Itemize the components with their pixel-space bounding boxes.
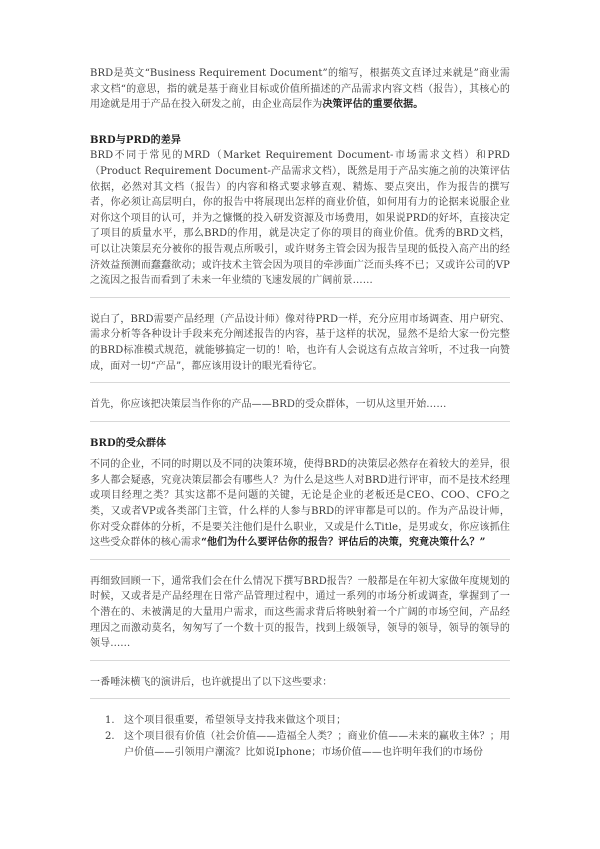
review-paragraph: 再细致回顾一下，通常我们会在什么情况下撰写BRD报告？一般都是在年初大家做年度规划的时候，又或者是产品经理在日常产品管理过程中，通过一系列的市场分析或调查，掌握到了一个潜在的、未被满足的大量用户需求，而这些需求背后将映射着一个广阔的市场空间，产品经理因之而激动莫名，匆匆写了一个数十页的报告，找到上级领导，领导的领导，领导的领导的领导……	[90, 575, 510, 650]
section-heading-audience: BRD的受众群体	[90, 437, 167, 449]
list-item: 2. 这个项目很有价值（社会价值——造福全人类？；商业价值——未来的赢收主体？；用户价值——引领用户潮流？比如说Iphone；市场价值——也许明年我们的市场份	[118, 729, 510, 760]
section-divider	[90, 382, 510, 383]
requests-list	[90, 713, 510, 760]
audience-text: 不同的企业，不同的时期以及不同的决策环境，使得BRD的决策层必然存在着较大的差异，很多人都会疑惑，究竟决策层都会有哪些人？为什么是这些人对BRD进行评审，而不是技术经理或项目经理之类？其实这都不是问题的关键，无论是企业的老板还是CEO、COO、CFO之类，又或者VP或各类部门主管，什么样的人参与BRD的评审都是可以的。作为产品设计师，你对受众群体的分析，不是要关注他们是什么职业，又或是什么Title，是男或女，你应该抓住这些受众群体的核心需求	[90, 459, 510, 549]
section-divider	[90, 660, 510, 661]
section-divider	[90, 297, 510, 298]
intro-text: BRD是英文“Business Requirement Document”的缩写，根据英文直译过来就是”商业需求文档“的意思，指的就是基于商业目标或价值所描述的产品需求内容文档（报告），其核心的用途就是用于产品在投入研发之前，由企业高层作为	[90, 68, 510, 111]
list-item: 1. 这个项目很重要，希望领导支持我来做这个项目；	[118, 713, 510, 729]
section-divider	[90, 559, 510, 560]
section-divider	[90, 421, 510, 422]
section-heading-brd-vs-prd: BRD与PRD的差异	[90, 134, 181, 146]
section-divider	[90, 698, 510, 699]
document-page	[90, 66, 510, 760]
intro-emphasis: 决策评估的重要依据。	[322, 99, 424, 111]
brd-vs-prd-paragraph: BRD不同于常见的MRD（Market Requirement Document-市场需求文档）和PRD（Product Requirement Document-产品需求文档），既然是用于产品实施之前的决策评估依据，必然对其文档（报告）的内容和格式要求够直观、精炼、要点突出，作为报告的撰写者，你必须让高层明白，你的报告中将展现出怎样的商业价值，如何用有力的论据来说服企业对你这个项目的认可，并为之慷慨的投入研发资源及市场费用，如果说PRD的好坏，直接决定了项目的质量水平，那么BRD的作用，就是决定了你的项目的商业价值。优秀的BRD文档，可以让决策层充分被你的报告观点所吸引，或许财务主管会因为报告呈现的低投入高产出的经济效益预测而蠢蠢欲动；或许技术主管会因为项目的牵涉面广泛而头疼不已；又或许公司的VP之流因之报告而看到了未来一年业绩的飞速发展的广阔前景……	[90, 150, 510, 287]
intro-paragraph	[90, 66, 510, 113]
first-step-paragraph: 首先，你应该把决策层当作你的产品——BRD的受众群体，一切从这里开始……	[90, 399, 447, 411]
audience-paragraph	[90, 457, 510, 551]
plain-talk-paragraph: 说白了，BRD需要产品经理（产品设计师）像对待PRD一样，充分应用市场调查、用户研究、需求分析等各种设计手段来充分阐述报告的内容，基于这样的状况，显然不是给大家一份完整的BRD标准模式规范，就能够搞定一切的！哈，也许有人会说这有点故言耸听，不过我一向赞成，面对一切“产品”，都应该用设计的眼光看待它。	[90, 313, 510, 372]
audience-emphasis: “他们为什么要评估你的报告？评估后的决策，究竟决策什么？”	[201, 537, 486, 549]
requests-intro-paragraph: 一番唾沫横飞的演讲后，也许就提出了以下这些要求：	[90, 676, 333, 688]
